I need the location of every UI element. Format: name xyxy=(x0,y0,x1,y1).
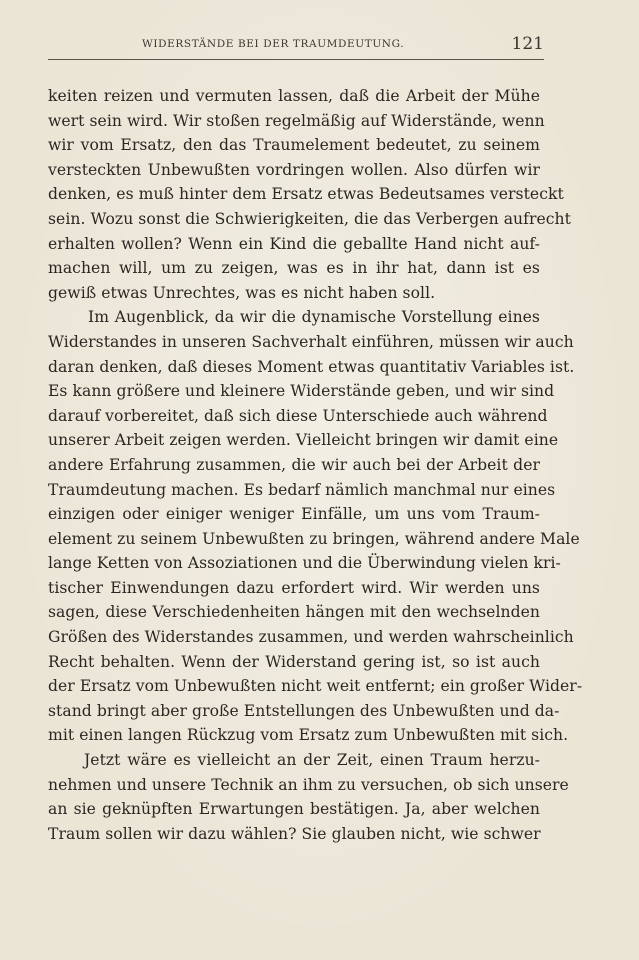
text-line: versteckten Unbewußten vordringen wollen. Also dürfen wir xyxy=(48,160,540,179)
text-line: element zu seinem Unbewußten zu bringen, während andere Male xyxy=(48,529,580,548)
text-line: Widerstandes in unseren Sachverhalt einführen, müssen wir auch xyxy=(48,332,574,351)
text-line: gewiß etwas Unrechtes, was es nicht haben soll. xyxy=(48,283,436,302)
text-line: tischer Einwendungen dazu erfordert wird. Wir werden uns xyxy=(48,578,540,597)
text-line: an sie geknüpften Erwartungen bestätigen. Ja, aber welchen xyxy=(48,800,540,819)
text-line: denken, es muß hinter dem Ersatz etwas Bedeutsames versteckt xyxy=(48,185,564,204)
paragraph-start-line: Jetzt wäre es vielleicht an der Zeit, einen Traum herzu- xyxy=(84,751,540,770)
page-number: 121 xyxy=(511,34,544,54)
text-line: Es kann größere und kleinere Widerstände geben, und wir sind xyxy=(48,382,555,401)
text-line: machen will, um zu zeigen, was es in ihr hat, dann ist es xyxy=(48,259,540,278)
text-line: Traumdeutung machen. Es bedarf nämlich manchmal nur eines xyxy=(48,480,556,499)
text-line: Recht behalten. Wenn der Widerstand gering ist, so ist auch xyxy=(48,652,540,671)
paragraph-start-line: Im Augenblick, da wir die dynamische Vorstellung eines xyxy=(88,308,540,327)
text-line: mit einen langen Rückzug vom Ersatz zum Unbewußten mit sich. xyxy=(48,726,569,745)
text-line: erhalten wollen? Wenn ein Kind die geballte Hand nicht auf- xyxy=(48,234,540,253)
text-line: Traum sollen wir dazu wählen? Sie glauben nicht, wie schwer xyxy=(48,824,541,843)
text-line: stand bringt aber große Entstellungen des Unbewußten und da- xyxy=(48,701,560,720)
running-head xyxy=(48,34,544,56)
text-line: lange Ketten von Assoziationen und die Überwindung vielen kri- xyxy=(48,554,561,573)
text-line: sagen, diese Verschiedenheiten hängen mit den wechselnden xyxy=(48,603,540,622)
header-rule xyxy=(48,59,544,60)
text-line: unserer Arbeit zeigen werden. Vielleicht bringen wir damit eine xyxy=(48,431,559,450)
text-line: keiten reizen und vermuten lassen, daß die Arbeit der Mühe xyxy=(48,87,540,105)
text-line: der Ersatz vom Unbewußten nicht weit entfernt; ein großer Wider- xyxy=(48,677,583,696)
running-head-title: WIDERSTÄNDE BEI DER TRAUMDEUTUNG. xyxy=(142,38,405,50)
text-line: nehmen und unsere Technik an ihm zu versuchen, ob sich unsere xyxy=(48,775,569,794)
text-line: sein. Wozu sonst die Schwierigkeiten, die das Verbergen aufrecht xyxy=(48,209,571,228)
text-line: Größen des Widerstandes zusammen, und werden wahrscheinlich xyxy=(48,628,574,647)
text-line: daran denken, daß dieses Moment etwas quantitativ Variables ist. xyxy=(48,357,575,376)
text-line: darauf vorbereitet, daß sich diese Unterschiede auch während xyxy=(48,406,548,425)
text-line: wert sein wird. Wir stoßen regelmäßig auf Widerstände, wenn xyxy=(48,111,545,130)
body-text xyxy=(48,84,583,846)
text-line: einzigen oder einiger weniger Einfälle, um uns vom Traum- xyxy=(48,505,540,524)
text-line: wir vom Ersatz, den das Traumelement bedeutet, zu seinem xyxy=(48,136,540,155)
text-line: andere Erfahrung zusammen, die wir auch bei der Arbeit der xyxy=(48,455,540,474)
